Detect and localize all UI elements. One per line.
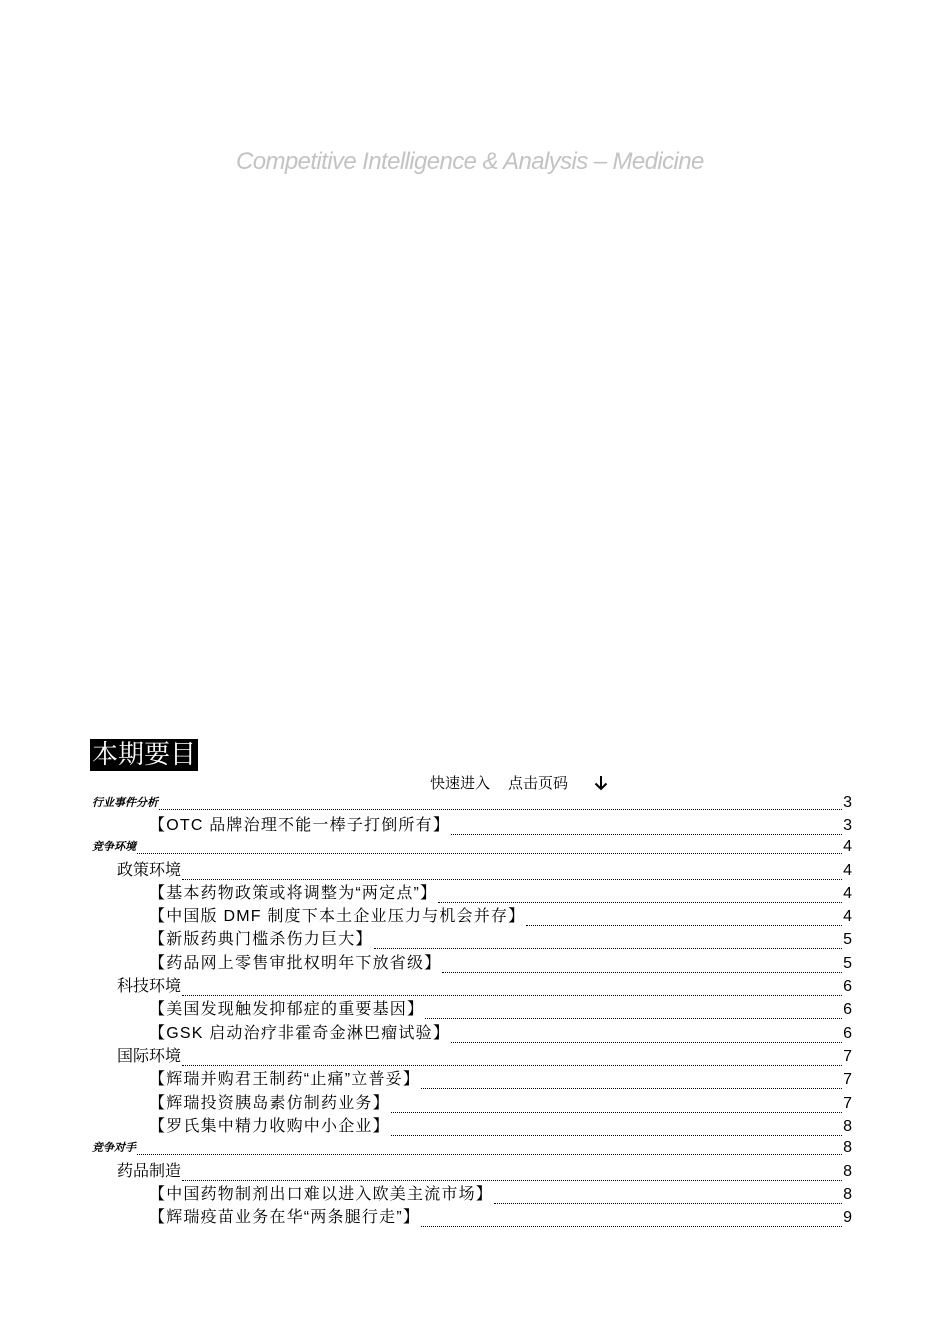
- toc-entry[interactable]: [92, 837, 852, 859]
- toc-entry[interactable]: [92, 1159, 852, 1182]
- toc-entry-label[interactable]: 【基本药物政策或将调整为“两定点”】: [149, 884, 438, 902]
- toc-leader-dots: [182, 1049, 842, 1066]
- toc-leader-dots: [451, 818, 842, 835]
- toc-page-link[interactable]: 9: [843, 1209, 852, 1227]
- toc-entry-label[interactable]: 科技环境: [117, 978, 182, 996]
- toc-leader-dots: [494, 1187, 842, 1204]
- toc-entry-label[interactable]: 【辉瑞投资胰岛素仿制药业务】: [149, 1094, 390, 1112]
- quick-nav-text-1: 快速进入: [430, 774, 491, 792]
- toc-page-link[interactable]: 8: [843, 1185, 852, 1203]
- toc-leader-dots: [182, 1164, 842, 1181]
- toc-leader-dots: [421, 1210, 842, 1227]
- toc-leader-dots: [137, 841, 842, 854]
- toc-entry[interactable]: [92, 1206, 852, 1229]
- quick-nav-text-2: 点击页码: [508, 774, 569, 792]
- toc-page-link[interactable]: 7: [843, 1047, 852, 1065]
- toc-entry-label[interactable]: 【GSK 启动治疗非霍奇金淋巴瘤试验】: [149, 1024, 451, 1042]
- toc-entry-label[interactable]: 【中国版 DMF 制度下本土企业压力与机会并存】: [149, 908, 526, 926]
- toc-leader-dots: [451, 1026, 842, 1043]
- toc-page-link[interactable]: 4: [843, 908, 852, 926]
- toc-leader-dots: [391, 1119, 842, 1136]
- toc-entry[interactable]: [92, 792, 852, 814]
- toc-entry-label[interactable]: 药品制造: [117, 1162, 182, 1180]
- toc-page-link[interactable]: 5: [843, 954, 852, 972]
- table-of-contents: [92, 792, 852, 1229]
- toc-leader-dots: [421, 1072, 842, 1089]
- toc-leader-dots: [526, 909, 842, 926]
- toc-page-link[interactable]: 8: [843, 1162, 852, 1180]
- toc-entry[interactable]: [92, 1138, 852, 1160]
- toc-entry[interactable]: [92, 858, 852, 881]
- toc-page-link[interactable]: 8: [843, 1139, 852, 1157]
- toc-leader-dots: [438, 886, 842, 903]
- toc-leader-dots: [391, 1096, 842, 1113]
- toc-leader-dots: [425, 1002, 842, 1019]
- toc-entry-label[interactable]: 【中国药物制剂出口难以进入欧美主流市场】: [149, 1185, 494, 1203]
- toc-entry[interactable]: [92, 975, 852, 998]
- toc-entry-label[interactable]: 【罗氏集中精力收购中小企业】: [149, 1117, 390, 1135]
- toc-leader-dots: [374, 932, 842, 949]
- toc-leader-dots: [182, 979, 842, 996]
- quick-nav-hint: [430, 772, 608, 793]
- toc-page-link[interactable]: 7: [843, 1094, 852, 1112]
- toc-entry[interactable]: [92, 814, 852, 837]
- toc-entry[interactable]: [92, 998, 852, 1021]
- toc-leader-dots: [442, 956, 842, 973]
- toc-page-link[interactable]: 6: [843, 1001, 852, 1019]
- toc-entry[interactable]: [92, 928, 852, 951]
- toc-entry-label[interactable]: 竞争环境: [92, 840, 136, 854]
- toc-entry[interactable]: [92, 1068, 852, 1091]
- toc-leader-dots: [137, 1142, 842, 1155]
- toc-leader-dots: [159, 797, 842, 810]
- toc-entry[interactable]: [92, 882, 852, 905]
- toc-entry-label[interactable]: 国际环境: [117, 1047, 182, 1065]
- document-subtitle: Competitive Intelligence & Analysis – Medicine: [236, 148, 704, 175]
- toc-entry-label[interactable]: 【美国发现触发抑郁症的重要基因】: [149, 1001, 425, 1019]
- toc-entry-label[interactable]: 政策环境: [117, 861, 182, 879]
- toc-page-link[interactable]: 4: [843, 838, 852, 856]
- toc-leader-dots: [182, 863, 842, 880]
- toc-entry-label[interactable]: 【辉瑞并购君王制药“止痛”立普妥】: [149, 1071, 421, 1089]
- toc-entry-label[interactable]: 【新版药典门槛杀伤力巨大】: [149, 931, 373, 949]
- toc-page-link[interactable]: 7: [843, 1071, 852, 1089]
- toc-page-link[interactable]: 6: [843, 1024, 852, 1042]
- toc-page-link[interactable]: 3: [843, 816, 852, 834]
- toc-page-link[interactable]: 3: [843, 793, 852, 811]
- toc-page-link[interactable]: 8: [843, 1117, 852, 1135]
- toc-entry-label[interactable]: 【OTC 品牌治理不能一棒子打倒所有】: [149, 816, 451, 834]
- toc-page-link[interactable]: 6: [843, 978, 852, 996]
- arrow-down-icon: [594, 775, 608, 791]
- toc-entry[interactable]: [92, 905, 852, 928]
- toc-entry[interactable]: [92, 1091, 852, 1114]
- toc-heading: 本期要目: [92, 740, 197, 770]
- toc-entry-label[interactable]: 竞争对手: [92, 1141, 136, 1155]
- toc-entry-label[interactable]: 行业事件分析: [92, 795, 158, 809]
- toc-page-link[interactable]: 5: [843, 931, 852, 949]
- toc-entry[interactable]: [92, 1045, 852, 1068]
- toc-entry[interactable]: [92, 951, 852, 974]
- toc-entry[interactable]: [92, 1021, 852, 1044]
- toc-page-link[interactable]: 4: [843, 884, 852, 902]
- toc-entry[interactable]: [92, 1115, 852, 1138]
- toc-entry[interactable]: [92, 1183, 852, 1206]
- toc-page-link[interactable]: 4: [843, 861, 852, 879]
- toc-entry-label[interactable]: 【药品网上零售审批权明年下放省级】: [149, 954, 442, 972]
- toc-entry-label[interactable]: 【辉瑞疫苗业务在华“两条腿行走”】: [149, 1209, 421, 1227]
